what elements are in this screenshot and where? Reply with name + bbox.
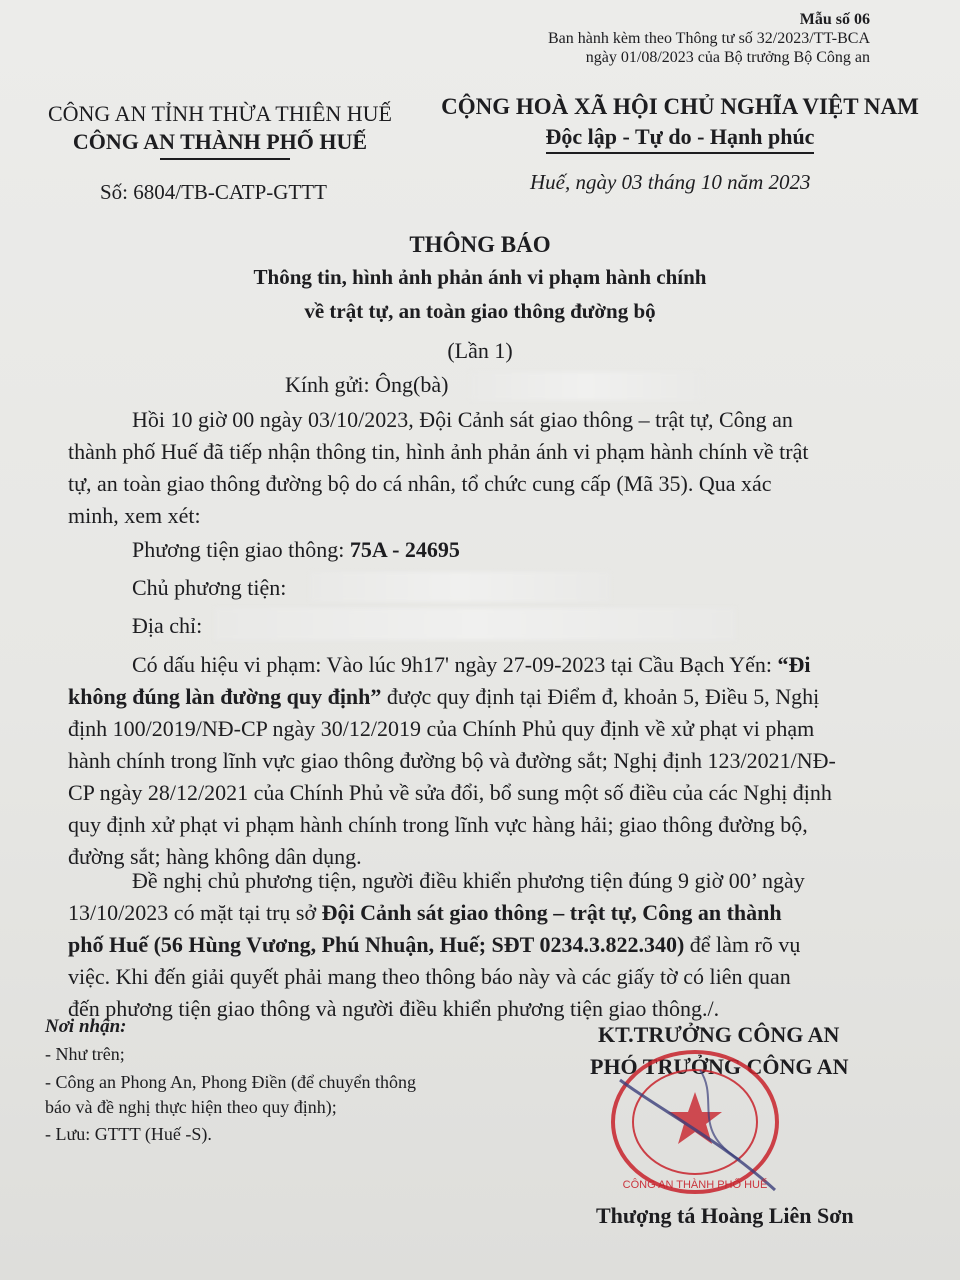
signature-title-2: PHÓ TRƯỞNG CÔNG AN <box>590 1054 849 1079</box>
request-office-address: phố Huế (56 Hùng Vương, Phú Nhuận, Huế; SĐT 0234.3.822.340) <box>68 932 685 957</box>
address-label: Địa chỉ: <box>132 613 203 638</box>
violation-line: đường sắt; hàng không dân dụng. <box>68 844 362 869</box>
violation-line: định 100/2019/NĐ-CP ngày 30/12/2019 của Chính Phủ quy định về xử phạt vi phạm <box>68 716 815 741</box>
vehicle-label: Phương tiện giao thông: <box>132 537 345 562</box>
signature-title-1: KT.TRƯỞNG CÔNG AN <box>598 1022 840 1047</box>
seal-text: CÔNG AN THÀNH PHỐ HUẾ <box>622 1179 768 1191</box>
parent-agency: CÔNG AN TỈNH THỪA THIÊN HUẾ <box>47 101 392 126</box>
request-line: Đề nghị chủ phương tiện, người điều khiển phương tiện đúng 9 giờ 00’ ngày <box>132 868 805 893</box>
paragraph1-line: thành phố Huế đã tiếp nhận thông tin, hình ảnh phản ánh vi phạm hành chính về trật <box>68 439 809 464</box>
violation-line-2 <box>68 684 819 710</box>
recipient-item: - Như trên; <box>45 1044 125 1064</box>
notice-round: (Lần 1) <box>447 338 513 363</box>
request-line-3 <box>68 932 800 958</box>
violation-quote-start: “Đi <box>777 652 811 677</box>
request-line-2 <box>68 900 782 926</box>
document-subtitle-2: về trật tự, an toàn giao thông đường bộ <box>304 299 656 323</box>
paragraph1-line: tự, an toàn giao thông đường bộ do cá nhân, tổ chức cung cấp (Mã 35). Qua xác <box>68 471 772 496</box>
paragraph1-line: Hồi 10 giờ 00 ngày 03/10/2023, Đội Cảnh sát giao thông – trật tự, Công an <box>132 407 793 432</box>
violation-lead-line <box>132 652 811 678</box>
violation-legal-basis: được quy định tại Điểm đ, khoản 5, Điều 5, Nghị <box>381 684 820 709</box>
recipient-item: - Lưu: GTTT (Huế -S). <box>45 1124 212 1144</box>
redacted-owner <box>310 572 610 602</box>
official-seal-icon <box>600 1040 790 1200</box>
violation-lead: Có dấu hiệu vi phạm: Vào lúc 9h17' ngày 27-09-2023 tại Cầu Bạch Yến: <box>132 652 773 677</box>
request-date: 13/10/2023 có mặt tại trụ sở <box>68 900 322 925</box>
violation-line: CP ngày 28/12/2021 của Chính Phủ về sửa đổi, bổ sung một số điều của các Nghị định <box>68 780 832 805</box>
violation-line: quy định xử phạt vi phạm hành chính trong lĩnh vực hàng hải; giao thông đường bộ, <box>68 812 808 837</box>
redacted-address <box>215 608 735 640</box>
request-line: đến phương tiện giao thông và người điều khiển phương tiện giao thông./. <box>68 996 720 1021</box>
issuing-agency: CÔNG AN THÀNH PHỐ HUẾ <box>72 129 368 154</box>
request-office: Đội Cảnh sát giao thông – trật tự, Công an thành <box>321 900 782 925</box>
nation-name: CỘNG HOÀ XÃ HỘI CHỦ NGHĨA VIỆT NAM <box>441 94 919 119</box>
place-date: Huế, ngày 03 tháng 10 năm 2023 <box>530 170 811 194</box>
request-line: việc. Khi đến giải quyết phải mang theo thông báo này và các giấy tờ có liên quan <box>68 964 791 989</box>
issuing-agency-header <box>30 100 410 156</box>
national-header <box>430 92 930 154</box>
redacted-recipient-name <box>470 372 702 400</box>
document-number: Số: 6804/TB-CATP-GTTT <box>100 180 327 204</box>
recipients-title: Nơi nhận: <box>45 1016 127 1037</box>
signer-name: Thượng tá Hoàng Liên Sơn <box>596 1203 854 1228</box>
document-subtitle-1: Thông tin, hình ảnh phản ánh vi phạm hành chính <box>253 265 707 289</box>
violation-line: hành chính trong lĩnh vực giao thông đường bộ và đường sắt; Nghị định 123/2021/NĐ- <box>68 748 836 773</box>
request-purpose: để làm rõ vụ <box>684 932 801 957</box>
national-motto: Độc lập - Tự do - Hạnh phúc <box>546 122 815 154</box>
owner-label: Chủ phương tiện: <box>132 575 287 600</box>
document-title: THÔNG BÁO <box>409 232 551 257</box>
recipient-item: - Công an Phong An, Phong Điền (để chuyển thông <box>45 1072 416 1092</box>
form-number: Mẫu số 06 <box>799 11 870 28</box>
vehicle-line <box>132 537 460 563</box>
agency-underline <box>160 158 290 160</box>
vehicle-plate: 75A - 24695 <box>349 537 460 562</box>
recipient-item: báo và đề nghị thực hiện theo quy định); <box>45 1097 337 1117</box>
paragraph1-line: minh, xem xét: <box>68 503 201 528</box>
violation-quote-end: không đúng làn đường quy định” <box>68 684 382 709</box>
form-code-block <box>548 10 870 67</box>
form-issuance-line1: Ban hành kèm theo Thông tư số 32/2023/TT-BCA <box>548 30 870 47</box>
recipient-line: Kính gửi: Ông(bà) <box>285 372 449 397</box>
form-issuance-line2: ngày 01/08/2023 của Bộ trưởng Bộ Công an <box>585 49 870 66</box>
